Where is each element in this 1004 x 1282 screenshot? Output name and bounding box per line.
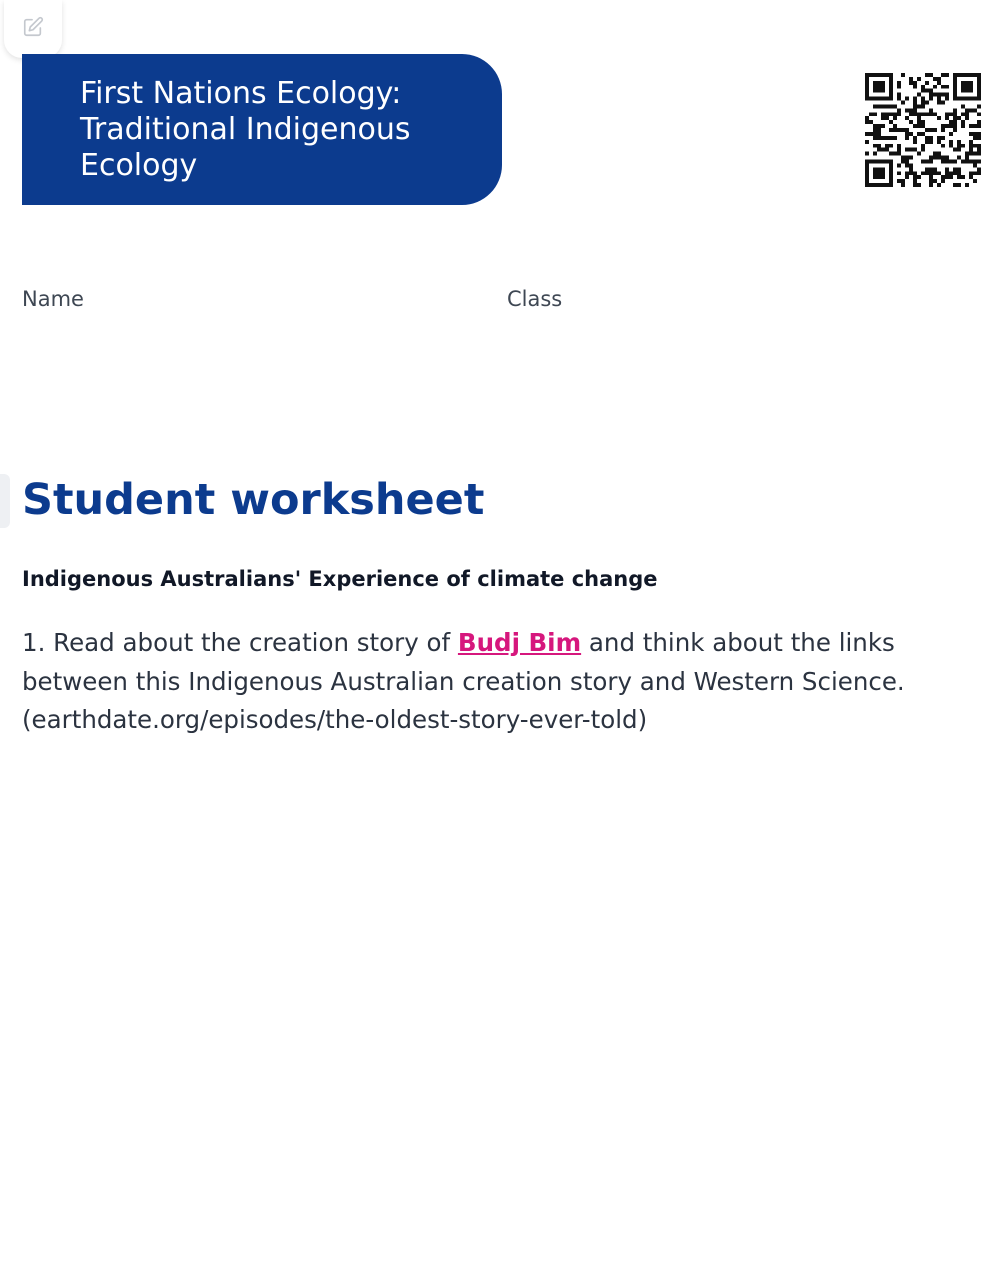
qr-code-icon (865, 73, 981, 187)
section-title: Student worksheet (22, 475, 485, 525)
class-field-label: Class (507, 287, 563, 311)
name-field-label: Name (22, 287, 84, 311)
section-subtitle: Indigenous Australians' Experience of climate change (22, 567, 658, 591)
section-marker (0, 474, 10, 528)
edit-button[interactable] (4, 0, 62, 58)
question-1-suffix: and think about the links between this Indigenous Australian creation story and Western Science. (earthdate.org/episodes/the-oldest-story-ever-told) (22, 628, 905, 734)
question-1 (22, 624, 982, 740)
question-1-prefix: 1. Read about the creation story of (22, 628, 458, 657)
title-line-3: Ecology (80, 148, 198, 183)
title-line-2: Traditional Indigenous (80, 112, 411, 147)
edit-pencil-icon (22, 16, 44, 42)
title-line-1: First Nations Ecology: (80, 76, 402, 111)
title-banner (22, 54, 502, 205)
document-title (80, 76, 462, 184)
budj-bim-link[interactable]: Budj Bim (457, 628, 582, 657)
